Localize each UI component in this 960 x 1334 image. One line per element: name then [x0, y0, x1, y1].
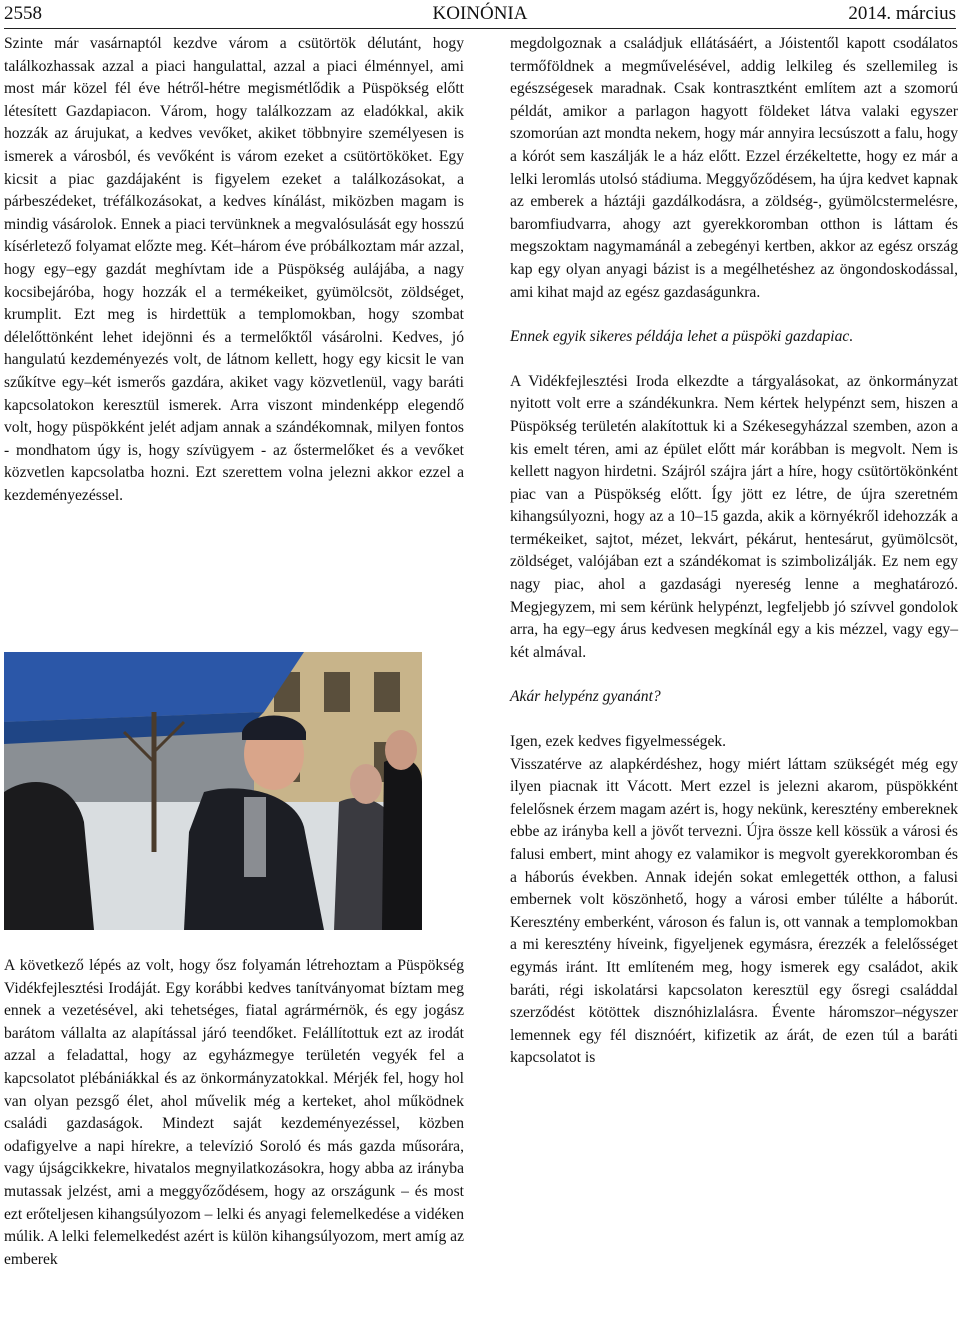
body-paragraph: megdolgoznak a családjuk ellátásáért, a Jóistentől kapott csodálatos termőföldnek a megművelésével, addig lelkileg és szellemileg is egészségesek maradnak. Csak kontrasztként említem azt a szomorú példát, amikor a parlagon hagyott földeket látva valaki egyszer szomorúan azt mondta nekem, hogy már annyira lecsúszott a falu, hogy a kórót sem kaszálják le a ház előtt. Ezzel érzékeltette, hogy ez már a lelki leromlás utolsó stádiuma. Meggyőződésem, ha újra kedvet kapnak az emberek a háztáji gazdálkodásra, a zöldség-, gyümölcstermelésre, baromfiudvarra, ahogy azt gyerekkoromban otthon is láttam és megszoktam nagymamánál a zebegényi kertben, akkor az egész ország kap egy olyan anyagi bázist is a megélhetéshez az öngondoskodással, ami kihat majd az egész gazdaságunkra. [510, 35, 958, 301]
right-column [510, 33, 958, 1070]
left-column-bottom [4, 955, 464, 1271]
page-header [4, 2, 956, 26]
photo-illustration [4, 652, 422, 930]
body-paragraph: Visszatérve az alapkérdéshez, hogy miért láttam szükségét még egy ilyen piacnak itt Vácott. Mert ezzel is jelezni akarom, püspökként felelősnek érzem magam azért is, hogy nekünk, keresztény embereknek ebbe az irányba kell a jövőt tervezni. Újra össze kell kössük a városi és falusi embert, mint ahogy ez valamikor is megvolt gyerekkoromban és a háborús években. Annak idején sokat emlegették otthon, a falusi embernek volt köszönhető, hogy a városi ember túlélte a háborút. Keresztény emberként, városon és falun is, ott vannak a templomokban a mi keresztény híveink, figyeljenek egymásra, érezzék a felelősséget egymás iránt. Itt említeném meg, hogy ismerek egy családot, akik baráti, régi iskolatársi kapcsolaton keresztül egy ősregi családdal szerződést kötöttek disznóhizlalásra. Évente háromszor–négyszer lemennek egy fél disznóért, kifizetik az árát, de ezen túl a baráti kapcsolatot is [510, 755, 958, 1067]
issue-date: 2014. március [848, 3, 956, 24]
body-paragraph: Szinte már vasárnaptól kezdve várom a csütörtök délutánt, hogy találkozhassak azzal a piaci hangulattal, azzal a piaci élménnyel, ami most már közel fél éve hétről-hétre megismétlődik a Püspökség előtt létesített Gazdapiacon. Várom, hogy találkozzam az eladókkal, akik hozzák az árujukat, a kedves vevőket, akiket többnyire személyesen is ismerek a városból, és vevőként is várom ezeket a csütörtököket. Egy kicsit a piac gazdájaként is figyelem ezeket a találkozásokat, a párbeszédeket, tréfálkozásokat, a kedves kínálást, miközben magam is mindig vásárolok. Ennek a piaci tervünknek a megvalósulását egy hosszú kísérletező folyamat előzte meg. Két–három éve próbálkoztam már azzal, hogy egy–egy gazdát meghívtam ide a Püspökség aulájába, a nagy kocsibejáróba, hogy hozzák el a termékeiket, gyümölcsöt, zöldséget, krumplit. Ezt meg is hirdettük a templomokban, hogy szombat délelőttönként lehet idejönni és a termelőktől vásárolni. Kedves, jó hangulatú kezdeményezés volt, de látnom kellett, hogy egy kicsit le van szűkítve egy–két ismerős gazdára, akiket vagy közvetlenül, vagy baráti kapcsolatokon keresztül ismerek. Arra viszont mindenképp elegendő volt, hogy püspökként jelét adjam annak a szándékomnak, milyen fontos - mondhatom úgy is, hogy szívügyem - az őstermelőket és a vevőket közvetlen kapcsolatba hozni. Ezt szerettem volna jelezni akkor ezzel a kezdeményezéssel. [4, 35, 464, 504]
left-column-top [4, 33, 464, 507]
body-paragraph: A következő lépés az volt, hogy ősz folyamán létrehoztam a Püspökség Vidékfejlesztési Irodáját. Egy korábbi kedves tanítványomat bíztam meg ennek a vezetésével, aki tehetséges, fiatal agrármérnök, és egy jogász barátom vállalta az alapítással járó teendőket. Felállítottuk ezt az irodát azzal a feladattal, hogy az egyházmegye területén vegyék fel a kapcsolatot plébániákkal és az önkormányzatokkal. Mérjék fel, hogy hol van olyan pezsgő élet, ahol művelik még a kerteket, ahol működnek családi gazdaságok. Mindezt saját kezdeményezéssel, közben odafigyelve a napi hírekre, a televízió Soroló és más gazda műsorára, vagy újságcikkekre, hivatalos megnyilatkozásokra, hogy abba az irányba mutassak jelzést, ami a meggyőződésem, hogy az országunk – és most ezt erőteljesen kihangsúlyozom – lelki és anyagi felemelkedése a vidéken múlik. A lelki felemelkedést azért is külön kihangsúlyozom, mert amíg az emberek [4, 957, 464, 1268]
interview-question: Ennek egyik sikeres példája lehet a püspöki gazdapiac. [510, 328, 854, 346]
body-paragraph: A Vidékfejlesztési Iroda elkezdte a tárgyalásokat, az önkormányzat nyitott volt erre a szándékunkra. Nem kértek helypénzt sem, hiszen a Püspökség területén alakítottuk ki a Székesegyházzal szemben, azon a kis emelt téren, ami az épület előtt már korábban is megvolt. Nem is kellett nagyon hirdetni. Szájról szájra járt a híre, hogy csütörtökönként piac van a Püspökség előtt. Így jött ez létre, de újra szeretném kihangsúlyozni, hogy az a 10–15 gazda, akik a környékről idehozzák a termékeiket, sajtot, mézet, lekvárt, pékárut, hentesárut, gyümölcsöt, zöldséget, valójában ezt a szándékomat is szimbolizálják. Ez nem egy nagy piac, ahol a gazdasági nyereség lenne a meghatározó. Megjegyzem, mi sem kérünk helypénzt, legfeljebb jó szívvel gondolok arra, ha egy–egy árus kedvesen megkínál egy a kis mézzel, vagy egy–két almával. [510, 372, 958, 661]
page-number: 2558 [4, 3, 42, 24]
body-paragraph: Igen, ezek kedves figyelmességek. [510, 733, 727, 751]
market-photo [4, 652, 422, 930]
header-rule [4, 28, 956, 29]
interview-question: Akár helypénz gyanánt? [510, 688, 661, 706]
journal-title: KOINÓNIA [432, 3, 528, 24]
